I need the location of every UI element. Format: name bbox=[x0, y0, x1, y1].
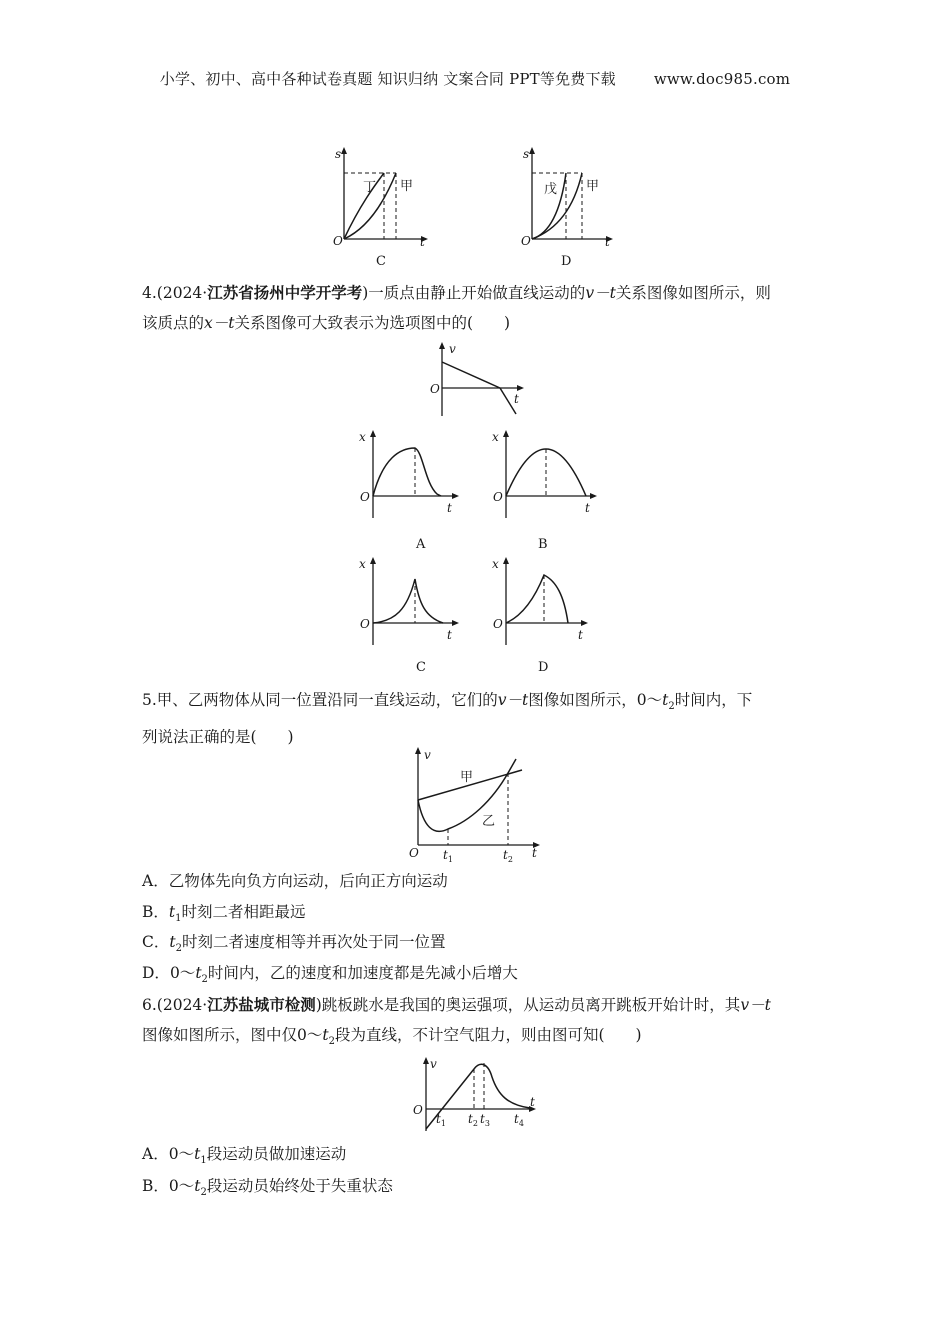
top-c-caption: C bbox=[376, 254, 386, 269]
q4-option-a-graph bbox=[359, 430, 459, 552]
q5-tick-t2: $t_2$ bbox=[503, 848, 513, 863]
q4-b-caption: B bbox=[538, 537, 548, 552]
top-d-origin: O bbox=[521, 234, 531, 248]
top-graphs bbox=[320, 145, 640, 270]
q6-option-a[interactable]: A．$0\sim t_1$段运动员做加速运动 bbox=[142, 1145, 347, 1167]
q4-main-axis-x: t bbox=[514, 392, 519, 406]
q4-source: 江苏省扬州中学开学考 bbox=[207, 283, 363, 302]
question-4 bbox=[142, 278, 814, 338]
q5-axis-y: v bbox=[424, 748, 431, 762]
q5-option-d[interactable]: D．$0\sim t_2$时间内，乙的速度和加速度都是先减小后增大 bbox=[142, 964, 518, 986]
top-graph-c bbox=[333, 147, 428, 269]
top-graph-d bbox=[521, 147, 613, 269]
top-c-origin: O bbox=[333, 234, 343, 248]
top-d-label-jia: 甲 bbox=[586, 179, 600, 194]
q4-line1: 4.(2024·江苏省扬州中学开学考)一质点由静止开始做直线运动的v－t关系图像如图所示，则 bbox=[142, 283, 771, 302]
q4-option-c-graph bbox=[359, 557, 459, 675]
top-c-label-jia: 甲 bbox=[400, 179, 414, 194]
header-site: www.doc985.com bbox=[653, 70, 791, 88]
q4-a-origin: O bbox=[360, 490, 370, 504]
q4-b-axis-x: t bbox=[585, 501, 590, 515]
q6-line1: 6.(2024·江苏盐城市检测)跳板跳水是我国的奥运强项，从运动员离开跳板开始计时，其v－t bbox=[142, 995, 771, 1014]
q4-a-axis-x: t bbox=[447, 501, 452, 515]
q4-d-caption: D bbox=[538, 660, 549, 675]
q6-option-b[interactable]: B．$0\sim t_2$段运动员始终处于失重状态 bbox=[142, 1177, 393, 1199]
question-5 bbox=[142, 685, 814, 752]
q5-option-c[interactable]: C．$t_2$时刻二者速度相等并再次处于同一位置 bbox=[142, 933, 446, 955]
q4-a-axis-y: x bbox=[359, 430, 366, 444]
q6-tick-t2: $t_2$ bbox=[468, 1112, 478, 1128]
q4-c-origin: O bbox=[360, 617, 370, 631]
q6-axis-x: t bbox=[530, 1095, 535, 1109]
top-d-axis-y: s bbox=[523, 147, 530, 161]
q4-c-axis-y: x bbox=[359, 557, 366, 571]
q4-options-ab bbox=[355, 428, 615, 553]
q4-c-axis-x: t bbox=[447, 628, 452, 642]
q4-main-graph bbox=[420, 340, 530, 418]
top-c-axis-x: t bbox=[420, 235, 425, 249]
q6-tick-t4: $t_4$ bbox=[514, 1112, 524, 1128]
q4-line2: 该质点的x－t关系图像可大致表示为选项图中的( ) bbox=[142, 314, 511, 332]
top-d-label-wu: 戊 bbox=[544, 182, 558, 197]
q6-axis-y: v bbox=[430, 1057, 437, 1071]
page-header bbox=[0, 68, 950, 89]
q4-option-d-graph bbox=[492, 557, 588, 675]
question-6 bbox=[142, 990, 814, 1057]
q5-option-b[interactable]: B．$t_1$时刻二者相距最远 bbox=[142, 903, 306, 925]
q5-label-yi: 乙 bbox=[482, 814, 496, 829]
q4-main-axis-y: v bbox=[449, 342, 456, 356]
q4-a-caption: A bbox=[416, 537, 426, 552]
q6-source: 江苏盐城市检测 bbox=[207, 995, 316, 1014]
q5-tick-t1: $t_1$ bbox=[443, 848, 453, 863]
q5-graph bbox=[400, 745, 560, 863]
q4-main-origin: O bbox=[430, 382, 440, 396]
q5-line2: 列说法正确的是( ) bbox=[142, 728, 294, 747]
q6-line2: 图像如图所示，图中仅$0\sim t_2$段为直线，不计空气阻力，则由图可知( ) bbox=[142, 1026, 642, 1048]
q5-origin: O bbox=[409, 846, 419, 860]
q5-label-jia: 甲 bbox=[460, 770, 474, 785]
q4-d-axis-y: x bbox=[492, 557, 499, 571]
q5-line1: 5.甲、乙两物体从同一位置沿同一直线运动，它们的v－t图像如图所示，$0\sim t_2$时间内，下 bbox=[142, 691, 753, 713]
q4-options-cd bbox=[355, 555, 615, 680]
q4-b-origin: O bbox=[493, 490, 503, 504]
q4-option-b-graph bbox=[492, 430, 597, 552]
q6-tick-t3: $t_3$ bbox=[480, 1112, 490, 1128]
q5-axis-x: t bbox=[532, 846, 537, 860]
q6-tick-t1: $t_1$ bbox=[436, 1112, 446, 1128]
q4-d-axis-x: t bbox=[578, 628, 583, 642]
q4-c-caption: C bbox=[416, 660, 426, 675]
header-text: 小学、初中、高中各种试卷真题 知识归纳 文案合同 PPT等免费下载 bbox=[159, 70, 616, 88]
top-c-label-ding: 丁 bbox=[363, 180, 377, 195]
q6-graph bbox=[410, 1055, 550, 1135]
q4-b-axis-y: x bbox=[492, 430, 499, 444]
q4-d-origin: O bbox=[493, 617, 503, 631]
q6-origin: O bbox=[413, 1103, 423, 1117]
top-d-axis-x: t bbox=[605, 235, 610, 249]
top-d-caption: D bbox=[561, 254, 572, 269]
top-c-axis-y: s bbox=[335, 147, 342, 161]
q5-option-a[interactable]: A．乙物体先向负方向运动，后向正方向运动 bbox=[142, 872, 448, 890]
